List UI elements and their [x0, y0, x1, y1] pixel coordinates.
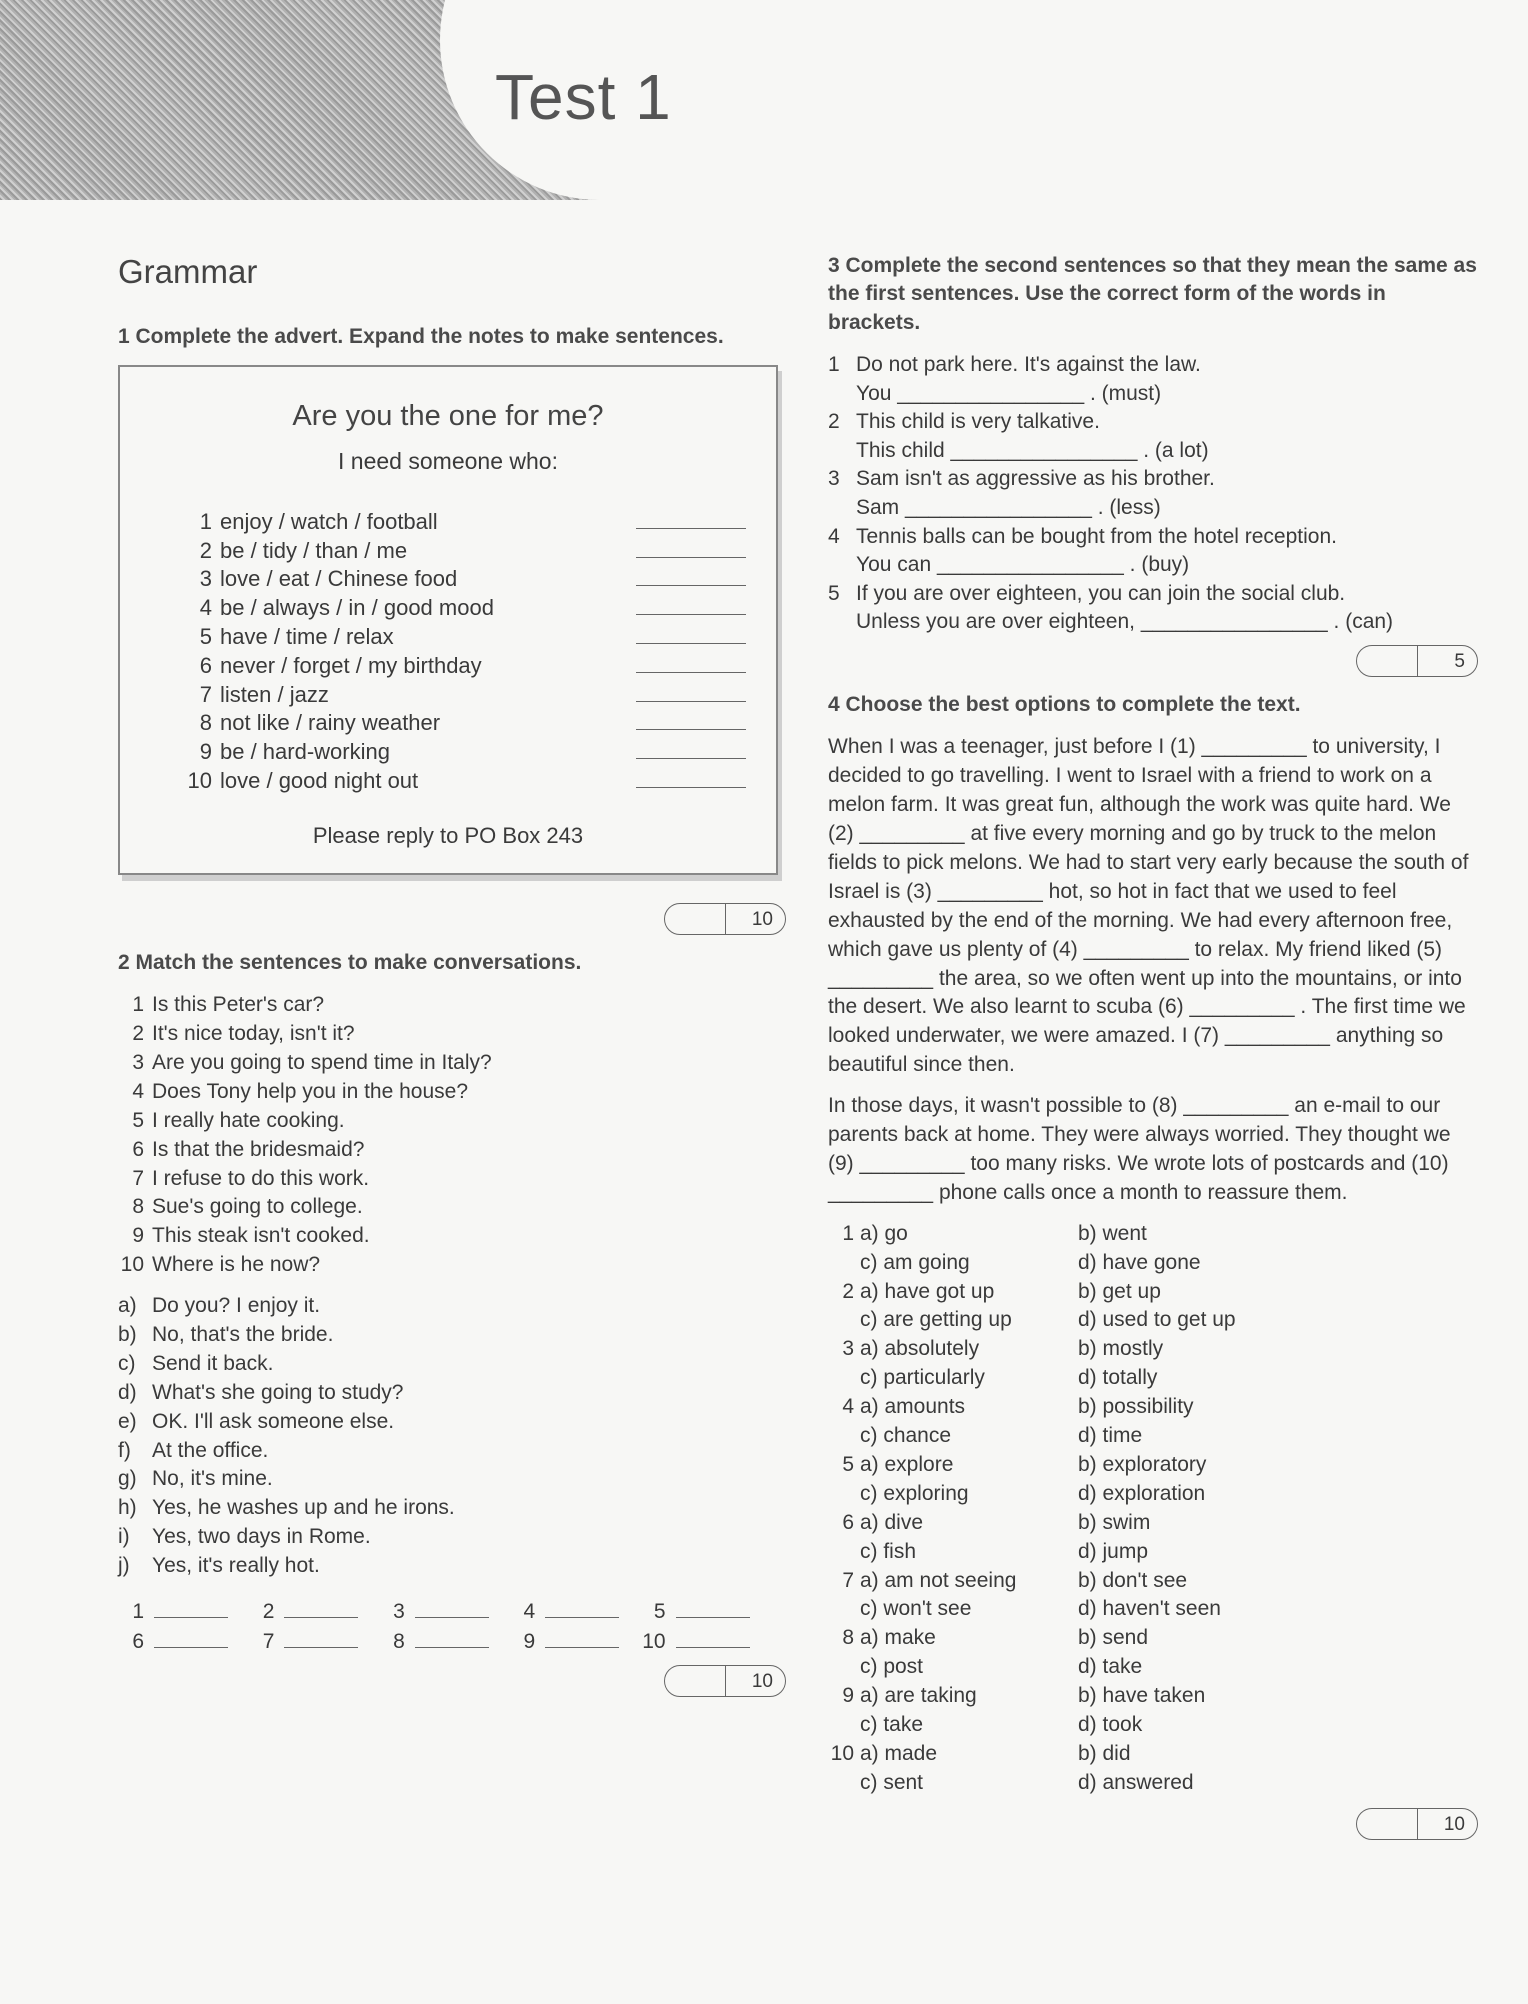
answer-slot — [640, 1597, 770, 1625]
sentence-item — [118, 1049, 786, 1078]
item-letter: j) — [118, 1554, 130, 1578]
sentence-item — [118, 1193, 786, 1222]
item-number: 9 — [199, 739, 212, 765]
advert-title: Are you the one for me? — [292, 399, 604, 432]
answer-slot — [248, 1627, 378, 1655]
q3-list — [828, 351, 1478, 637]
answer-blank[interactable] — [636, 769, 746, 788]
option-number: 7 — [842, 1568, 854, 1592]
item-number: 1 — [199, 508, 212, 534]
item-number: 2 — [199, 537, 212, 563]
option-text: a) have got up — [860, 1279, 995, 1303]
item-sentence: If you are over eighteen, you can join the social club. — [856, 581, 1346, 605]
option-c[interactable]: c) am going — [860, 1250, 970, 1274]
advert-box — [118, 365, 778, 875]
item-number: 6 — [199, 652, 212, 678]
q3-item — [828, 580, 1478, 609]
item-number: 2 — [828, 410, 840, 434]
option-d[interactable]: d) time — [1078, 1424, 1143, 1448]
option-text: a) are taking — [860, 1684, 977, 1708]
advert-item — [186, 708, 746, 737]
option-d[interactable]: d) totally — [1078, 1366, 1158, 1390]
answer-slot — [509, 1627, 639, 1655]
item-letter: e) — [118, 1409, 137, 1433]
option-text: a) made — [860, 1741, 938, 1765]
option-d[interactable]: d) answered — [1078, 1770, 1194, 1794]
left-column — [118, 250, 786, 1697]
item-number: 3 — [199, 566, 212, 592]
option-b[interactable]: b) did — [1078, 1741, 1131, 1765]
option-d[interactable]: d) haven't seen — [1078, 1597, 1221, 1621]
sentence-item — [118, 1251, 786, 1280]
answer-blank[interactable] — [636, 740, 746, 759]
answer-slot — [248, 1597, 378, 1625]
rewrite-sentence[interactable]: Sam ________________ . (less) — [856, 496, 1161, 519]
sentence-item — [118, 1107, 786, 1136]
item-number: 10 — [120, 1253, 144, 1277]
option-number: 5 — [842, 1452, 854, 1476]
sentence-item — [118, 1222, 786, 1251]
sentence-item — [118, 1136, 786, 1165]
q4-instruction: 4 Choose the best options to complete the text. — [828, 692, 1301, 716]
answer-slot — [118, 1627, 248, 1655]
item-text: listen / jazz — [220, 681, 329, 707]
item-text: I really hate cooking. — [152, 1108, 345, 1132]
advert-item — [186, 651, 746, 680]
item-number: 9 — [132, 1224, 144, 1248]
advert-item — [186, 766, 746, 795]
answer-blank[interactable] — [636, 567, 746, 586]
item-text: No, that's the bride. — [152, 1323, 334, 1347]
answer-number: 3 — [393, 1600, 405, 1624]
item-letter: b) — [118, 1323, 137, 1347]
score-box[interactable] — [664, 1665, 786, 1697]
item-number: 4 — [132, 1079, 144, 1103]
q2-answer-grid — [118, 1597, 770, 1655]
item-text: Sue's going to college. — [152, 1195, 363, 1219]
item-number: 1 — [132, 993, 144, 1017]
answer-slot — [379, 1597, 509, 1625]
answer-number: 4 — [523, 1600, 536, 1624]
q4-paragraph-2: In those days, it wasn't possible to (8) _________ an e-mail to our parents back at home. They were always worried. They thought we (9) _________ too many risks. We wrote lots of postcards and (10) _________ phone calls once a month to reassure them. — [828, 1094, 1451, 1204]
sentence-item — [118, 1020, 786, 1049]
item-text: never / forget / my birthday — [220, 652, 482, 678]
q4-paragraph-1: When I was a teenager, just before I (1) _________ to university, I decided to go travelling. I went to Israel with a friend to work on a melon farm. It was great fun, although the work was quite hard. We (2) _________ at five every morning and go by truck to the melon fields to pick melons. We had to start very early because the south of Israel is (3) _________ hot, so hot in fact that we used to feel exhausted by the end of the morning. We had every afternoon free, which gave us plenty of (4) _________ to relax. My friend liked (5) _________ the area, so we often went up into the mountains, or into the desert. We also learnt to scuba (6) _________ . The first time we looked underwater, we were amazed. I (7) _________ anything so beautiful since then. — [828, 735, 1469, 1077]
option-b[interactable]: b) went — [1078, 1221, 1147, 1245]
item-text: Where is he now? — [152, 1253, 321, 1277]
response-item — [118, 1408, 786, 1437]
advert-subtitle: I need someone who: — [338, 448, 558, 475]
answer-blank[interactable] — [636, 711, 746, 730]
answer-number: 2 — [262, 1600, 275, 1624]
answer-blank[interactable] — [636, 596, 746, 615]
q3-rewrite[interactable] — [828, 608, 1478, 637]
answer-number: 6 — [132, 1630, 144, 1654]
option-d[interactable]: d) take — [1078, 1655, 1143, 1679]
score-value: 10 — [751, 908, 773, 930]
option-c[interactable]: c) exploring — [860, 1481, 969, 1505]
option-text: a) absolutely — [860, 1337, 980, 1361]
answer-blank[interactable] — [636, 510, 746, 529]
option-text: a) amounts — [860, 1395, 966, 1419]
item-number: 1 — [828, 353, 840, 377]
item-letter: h) — [118, 1496, 137, 1520]
answer-number: 9 — [523, 1630, 536, 1654]
item-sentence: Do not park here. It's against the law. — [856, 353, 1201, 377]
option-b[interactable]: b) swim — [1078, 1510, 1151, 1534]
item-sentence: Sam isn't as aggressive as his brother. — [856, 467, 1215, 491]
q4-score — [828, 1808, 1478, 1840]
q3-item — [828, 408, 1478, 437]
answer-blank[interactable] — [415, 1597, 489, 1618]
answer-slot — [509, 1597, 639, 1625]
option-c[interactable]: c) fish — [860, 1539, 917, 1563]
option-d[interactable]: d) have gone — [1078, 1250, 1201, 1274]
option-a[interactable] — [828, 1682, 1078, 1711]
option-number: 6 — [842, 1510, 854, 1534]
item-text: What's she going to study? — [152, 1380, 404, 1404]
option-c[interactable]: c) take — [860, 1712, 924, 1736]
option-c[interactable]: c) are getting up — [860, 1308, 1012, 1332]
option-c[interactable]: c) post — [860, 1655, 924, 1679]
option-b[interactable]: b) send — [1078, 1626, 1149, 1650]
item-number: 8 — [132, 1195, 144, 1219]
q2-instruction: 2 Match the sentences to make conversations. — [118, 950, 582, 974]
answer-blank[interactable] — [545, 1627, 619, 1648]
response-item — [118, 1494, 786, 1523]
item-text: Yes, it's really hot. — [152, 1554, 320, 1578]
option-number: 2 — [842, 1279, 854, 1303]
item-number: 8 — [199, 710, 212, 736]
score-box[interactable] — [664, 903, 786, 935]
item-letter: c) — [118, 1351, 136, 1375]
option-d[interactable]: d) used to get up — [1078, 1308, 1236, 1332]
item-number: 2 — [132, 1022, 144, 1046]
answer-blank[interactable] — [636, 625, 746, 644]
item-text: not like / rainy weather — [220, 710, 441, 736]
q3-rewrite[interactable] — [828, 380, 1478, 409]
page-title: Test 1 — [495, 61, 672, 133]
response-item — [118, 1292, 786, 1321]
answer-blank[interactable] — [284, 1597, 358, 1618]
item-number: 6 — [132, 1137, 144, 1161]
item-text: OK. I'll ask someone else. — [152, 1409, 395, 1433]
option-number: 4 — [842, 1395, 854, 1419]
item-letter: d) — [118, 1380, 137, 1404]
spacer — [828, 437, 852, 466]
answer-number: 7 — [262, 1630, 275, 1654]
right-column — [828, 252, 1478, 1840]
option-text: a) explore — [860, 1452, 954, 1476]
score-box[interactable] — [1356, 645, 1478, 677]
item-number: 5 — [199, 624, 212, 650]
answer-blank[interactable] — [154, 1597, 228, 1618]
q3-score — [828, 645, 1478, 677]
spacer — [828, 608, 852, 637]
item-text: have / time / relax — [220, 624, 394, 650]
option-b[interactable]: b) don't see — [1078, 1568, 1188, 1592]
answer-blank[interactable] — [636, 654, 746, 673]
q3-instruction: 3 Complete the second sentences so that they mean the same as the first sentences. Use the correct form of the words in brackets. — [828, 254, 1477, 334]
answer-blank[interactable] — [676, 1597, 750, 1618]
response-item — [118, 1523, 786, 1552]
option-text: a) go — [860, 1221, 908, 1245]
score-value: 5 — [1454, 650, 1465, 672]
item-number: 4 — [828, 524, 840, 548]
option-a[interactable] — [828, 1220, 1078, 1249]
response-item — [118, 1552, 786, 1581]
spacer — [828, 551, 852, 580]
rewrite-sentence[interactable]: Unless you are over eighteen, ________________ . (can) — [856, 610, 1394, 634]
item-letter: g) — [118, 1467, 137, 1491]
item-text: Yes, two days in Rome. — [152, 1525, 371, 1549]
advert-item — [186, 680, 746, 709]
response-item — [118, 1350, 786, 1379]
response-item — [118, 1321, 786, 1350]
option-c[interactable]: c) chance — [860, 1424, 952, 1448]
rewrite-sentence[interactable]: You ________________ . (must) — [856, 381, 1162, 405]
item-number: 10 — [187, 768, 212, 794]
advert-list — [186, 507, 746, 795]
option-d[interactable]: d) exploration — [1078, 1481, 1206, 1505]
item-sentence: This child is very talkative. — [856, 410, 1100, 434]
item-number: 5 — [828, 581, 840, 605]
answer-number: 8 — [393, 1630, 405, 1654]
item-text: No, it's mine. — [152, 1467, 273, 1491]
advert-item — [186, 507, 746, 536]
answer-blank[interactable] — [636, 683, 746, 702]
option-d[interactable]: d) took — [1078, 1712, 1143, 1736]
section-heading: Grammar — [118, 253, 258, 290]
option-number: 9 — [842, 1684, 854, 1708]
item-text: Is this Peter's car? — [152, 993, 325, 1017]
option-b[interactable]: b) exploratory — [1078, 1452, 1207, 1476]
sentence-item — [118, 991, 786, 1020]
answer-slot — [379, 1627, 509, 1655]
option-b[interactable]: b) get up — [1078, 1279, 1161, 1303]
item-text: enjoy / watch / football — [220, 508, 438, 534]
advert-item — [186, 622, 746, 651]
q3-rewrite[interactable] — [828, 494, 1478, 523]
advert-item — [186, 737, 746, 766]
answer-slot — [118, 1597, 248, 1625]
option-b[interactable]: b) have taken — [1078, 1684, 1206, 1708]
sentence-item — [118, 1078, 786, 1107]
item-text: This steak isn't cooked. — [152, 1224, 370, 1248]
option-a[interactable] — [828, 1451, 1078, 1480]
q3-rewrite[interactable] — [828, 437, 1478, 466]
option-text: a) am not seeing — [860, 1568, 1017, 1592]
option-text: a) make — [860, 1626, 936, 1650]
option-c[interactable]: c) sent — [860, 1770, 924, 1794]
item-text: love / good night out — [220, 768, 419, 794]
item-text: Yes, he washes up and he irons. — [152, 1496, 455, 1520]
q2-score — [118, 1665, 786, 1697]
q3-item — [828, 523, 1478, 552]
option-a[interactable] — [828, 1624, 1078, 1653]
answer-number: 10 — [642, 1630, 666, 1654]
response-item — [118, 1465, 786, 1494]
item-sentence: Tennis balls can be bought from the hotel reception. — [856, 524, 1337, 548]
item-text: I refuse to do this work. — [152, 1166, 370, 1190]
option-a[interactable] — [828, 1335, 1078, 1364]
option-b[interactable]: b) mostly — [1078, 1337, 1164, 1361]
answer-slot — [640, 1627, 770, 1655]
answer-blank[interactable] — [284, 1627, 358, 1648]
item-number: 5 — [132, 1108, 144, 1132]
q1-score — [118, 903, 786, 935]
response-item — [118, 1379, 786, 1408]
option-number: 8 — [842, 1626, 854, 1650]
option-a[interactable] — [828, 1393, 1078, 1422]
answer-blank[interactable] — [415, 1627, 489, 1648]
item-number: 3 — [828, 467, 840, 491]
advert-reply: Please reply to PO Box 243 — [312, 823, 584, 849]
option-a[interactable] — [828, 1567, 1078, 1596]
option-number: 1 — [842, 1221, 854, 1245]
item-letter: a) — [118, 1294, 137, 1318]
item-letter: i) — [118, 1525, 130, 1549]
item-text: Does Tony help you in the house? — [152, 1079, 469, 1103]
spacer — [828, 494, 852, 523]
option-a[interactable] — [828, 1278, 1078, 1307]
item-number: 7 — [132, 1166, 144, 1190]
option-c[interactable]: c) particularly — [860, 1366, 985, 1390]
item-text: Is that the bridesmaid? — [152, 1137, 365, 1161]
q1-instruction: 1 Complete the advert. Expand the notes to make sentences. — [118, 324, 724, 348]
response-item — [118, 1437, 786, 1466]
score-value: 10 — [751, 1671, 773, 1693]
answer-blank[interactable] — [676, 1627, 750, 1648]
q3-item — [828, 465, 1478, 494]
answer-number: 5 — [653, 1600, 666, 1624]
option-number: 3 — [842, 1337, 854, 1361]
answer-blank[interactable] — [636, 539, 746, 558]
q2-sentence-list — [118, 991, 786, 1280]
sentence-item — [118, 1165, 786, 1194]
answer-number: 1 — [132, 1600, 144, 1624]
option-b[interactable]: b) possibility — [1078, 1395, 1194, 1419]
option-a[interactable] — [828, 1740, 1078, 1769]
item-text: be / hard-working — [220, 739, 390, 765]
option-c[interactable]: c) won't see — [860, 1597, 972, 1621]
item-number: 3 — [132, 1051, 144, 1075]
rewrite-sentence[interactable]: This child ________________ . (a lot) — [856, 438, 1209, 462]
spacer — [828, 380, 852, 409]
item-number: 4 — [199, 595, 212, 621]
q4-options — [828, 1220, 1478, 1798]
advert-item — [186, 593, 746, 622]
item-number: 7 — [199, 681, 212, 707]
item-text: At the office. — [152, 1438, 269, 1462]
advert-item — [186, 564, 746, 593]
option-d[interactable]: d) jump — [1078, 1539, 1149, 1563]
option-a[interactable] — [828, 1509, 1078, 1538]
score-box[interactable] — [1356, 1808, 1478, 1840]
answer-blank[interactable] — [545, 1597, 619, 1618]
q3-rewrite[interactable] — [828, 551, 1478, 580]
rewrite-sentence[interactable]: You can ________________ . (buy) — [856, 553, 1190, 577]
option-text: a) dive — [860, 1510, 924, 1534]
item-text: It's nice today, isn't it? — [152, 1022, 355, 1046]
item-text: love / eat / Chinese food — [220, 566, 458, 592]
item-text: Do you? I enjoy it. — [152, 1294, 321, 1318]
item-text: Send it back. — [152, 1351, 274, 1375]
item-letter: f) — [118, 1438, 131, 1462]
item-text: be / always / in / good mood — [220, 595, 494, 621]
advert-item — [186, 536, 746, 565]
item-text: Are you going to spend time in Italy? — [152, 1051, 492, 1075]
q3-item — [828, 351, 1478, 380]
score-value: 10 — [1443, 1813, 1465, 1835]
q2-response-list — [118, 1292, 786, 1581]
answer-blank[interactable] — [154, 1627, 228, 1648]
item-text: be / tidy / than / me — [220, 537, 408, 563]
option-number: 10 — [830, 1741, 854, 1765]
